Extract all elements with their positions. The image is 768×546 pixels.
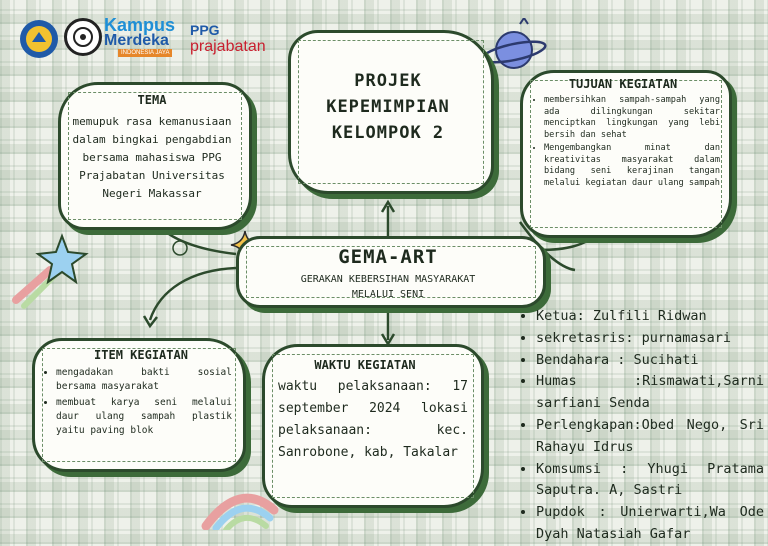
kampus-merdeka-logo-line2: Merdeka — [104, 32, 169, 49]
tujuan-heading: TUJUAN KEGIATAN — [568, 77, 678, 91]
committee-member: • Perlengkapan:Obed Nego, Sri Rahayu Idrus — [536, 415, 764, 459]
project-title-line3: KELOMPOK 2 — [331, 123, 445, 143]
project-title-line1: PROJEK — [354, 71, 422, 91]
committee-member: • Bendahara : Sucihati — [536, 350, 764, 372]
tujuan-item: • Mengembangkan minat dan kreativitas masyarakat dalam bidang seni kerajinan tangan melalui kegiatan daur ulang sampah — [544, 143, 720, 189]
gema-art-heading: GEMA-ART — [338, 246, 438, 268]
tujuan-item: • membersihkan sampah-sampah yang ada dilingkungan sekitar menciptkan lingkungan yang lebi bersih dan sehat — [544, 95, 720, 141]
committee-member: • Humas :Rismawati,Sarni sarfiani Senda — [536, 371, 764, 415]
ppg-logo-line2: prajabatan — [190, 38, 266, 55]
committee-member: • sekretasris: purnamasari — [536, 328, 764, 350]
waktu-kegiatan-heading: WAKTU KEGIATAN — [314, 358, 416, 372]
tema-heading: TEMA — [137, 93, 167, 107]
item-kegiatan-list — [42, 366, 232, 440]
gema-art-subtitle-line1: GERAKAN KEBERSIHAN MASYARAKAT — [300, 274, 476, 285]
committee-member: • Ketua: Zulfili Ridwan — [536, 306, 764, 328]
committee-member: • Pupdok : Unierwarti,Wa Ode Dyah Natasiah Gafar — [536, 502, 764, 546]
project-title — [288, 68, 488, 146]
shooting-star-icon — [10, 230, 100, 310]
kampus-merdeka-tagline: INDONESIA JAYA — [118, 49, 172, 57]
project-title-line2: KEPEMIMPIAN — [326, 97, 450, 117]
committee-member: • Komsumsi : Yhugi Pratama Saputra. A, Sastri — [536, 459, 764, 503]
kampus-merdeka-logo-line1: Kampus — [104, 15, 176, 35]
tema-text: memupuk rasa kemanusiaan dalam bingkai pengabdian bersama mahasiswa PPG Prajabatan Universitas Negeri Makassar — [72, 115, 232, 200]
item-kegiatan-item: • membuat karya seni melalui daur ulang sampah plastik yaitu paving blok — [56, 396, 232, 438]
gema-art-subtitle-line2: MELALUI SENI — [351, 289, 425, 300]
committee-list — [520, 306, 764, 546]
waktu-kegiatan-text: waktu pelaksanaan: 17 september 2024 lokasi pelaksanaan: kec. Sanrobone, kab, Takalar — [278, 379, 468, 460]
tujuan-list — [530, 95, 720, 191]
item-kegiatan-item: • mengadakan bakti sosial bersama masyarakat — [56, 366, 232, 394]
item-kegiatan-heading: ITEM KEGIATAN — [94, 348, 188, 362]
ppg-logo-line1: PPG — [190, 22, 220, 38]
